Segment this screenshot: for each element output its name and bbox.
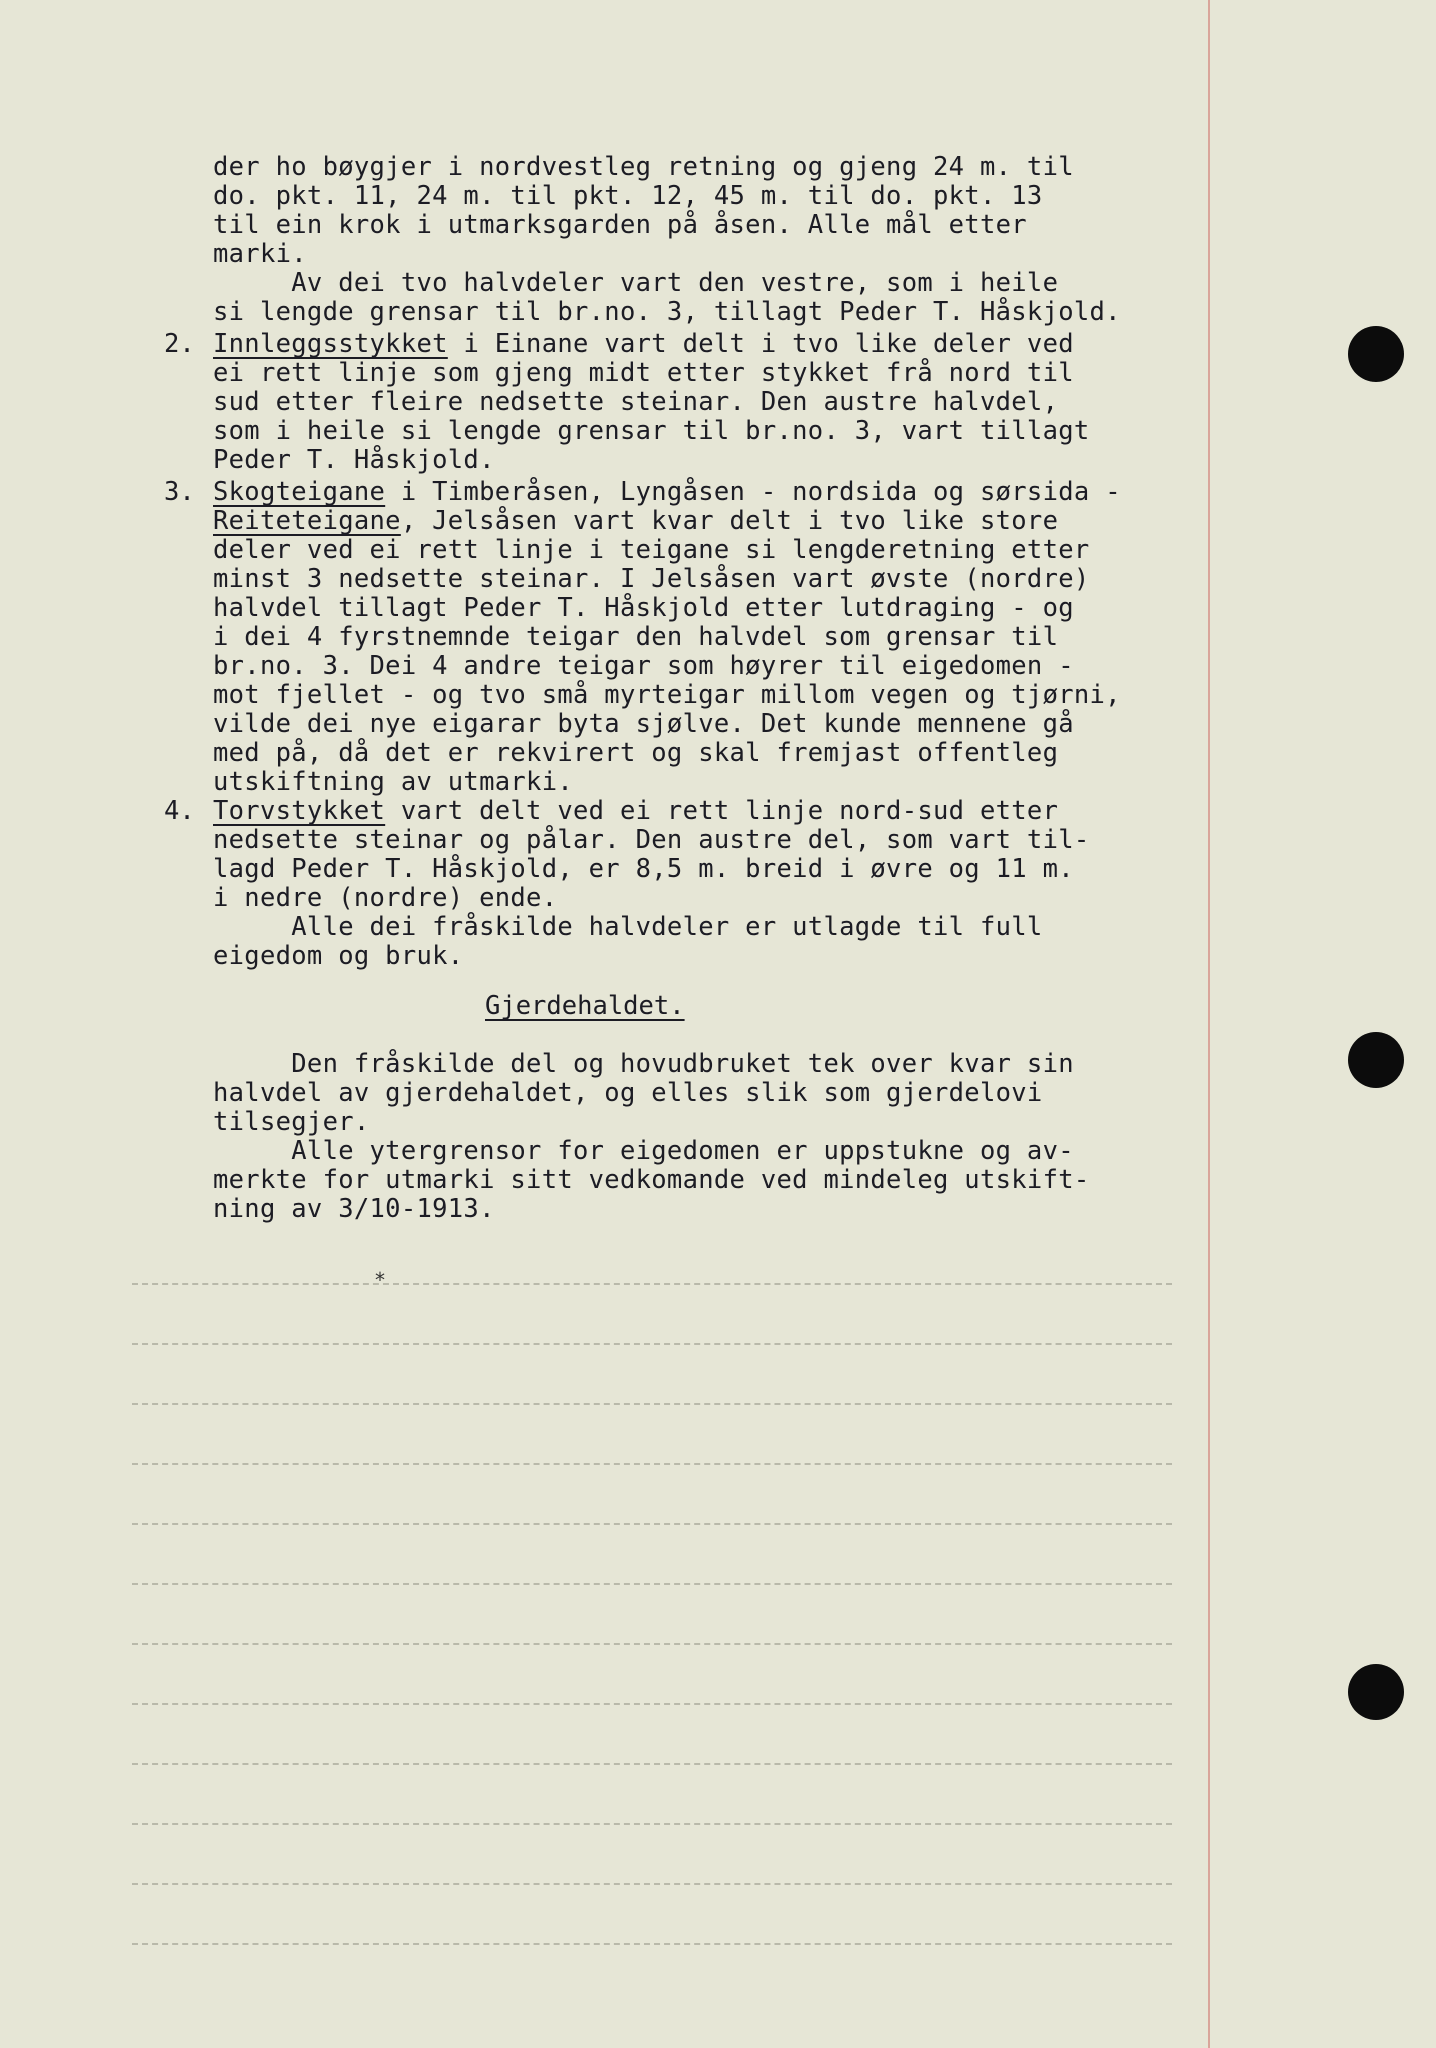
section-heading: Gjerdehaldet. [485, 991, 685, 1021]
item-lead-term: Reiteteigane [213, 506, 401, 536]
text-line: minst 3 nedsette steinar. I Jelsåsen vart øvste (nordre) [213, 564, 1090, 594]
text-fragment: i Timberåsen, Lyngåsen - nordsida og sørsida - [385, 477, 1121, 507]
text-line: deler ved ei rett linje i teigane si lengderetning etter [213, 535, 1090, 565]
text-line: Alle ytergrensor for eigedomen er uppstukne og av- [213, 1136, 1074, 1166]
item-number: 4. [164, 796, 195, 826]
text-line: med på, då det er rekvirert og skal fremjast offentleg [213, 738, 1059, 768]
text-line [213, 796, 1058, 826]
text-line: til ein krok i utmarksgarden på åsen. Alle mål etter [213, 210, 1027, 240]
text-line [213, 329, 1074, 359]
ruled-line [132, 1523, 1172, 1525]
ruled-line [132, 1703, 1172, 1705]
text-line: halvdel tillagt Peder T. Håskjold etter lutdraging - og [213, 593, 1074, 623]
text-line: som i heile si lengde grensar til br.no. 3, vart tillagt [213, 416, 1090, 446]
text-fragment: i Einane vart delt i tvo like deler ved [447, 329, 1074, 359]
text-line: merkte for utmarki sitt vedkomande ved mindeleg utskift- [213, 1165, 1090, 1195]
red-margin-line [1208, 0, 1210, 2048]
ruled-line [132, 1403, 1172, 1405]
item-lead-term: Skogteigane [213, 477, 386, 507]
text-line: i nedre (nordre) ende. [213, 883, 558, 913]
text-line: utskiftning av utmarki. [213, 767, 574, 797]
ruled-line [132, 1763, 1172, 1765]
text-line: tilsegjer. [213, 1107, 370, 1137]
text-line: ei rett linje som gjeng midt etter stykket frå nord til [213, 358, 1074, 388]
text-line: mot fjellet - og tvo små myrteigar millom vegen og tjørni, [213, 680, 1121, 710]
text-line: ning av 3/10-1913. [213, 1194, 495, 1224]
text-line: marki. [213, 239, 307, 269]
end-mark: * [375, 1268, 385, 1292]
ruled-line [132, 1883, 1172, 1885]
item-lead-term: Torvstykket [213, 796, 386, 826]
ruled-line [132, 1283, 1172, 1285]
text-line: Peder T. Håskjold. [213, 445, 495, 475]
item-lead-term: Innleggsstykket [213, 329, 448, 359]
item-number: 3. [164, 477, 195, 507]
text-fragment: vart delt ved ei rett linje nord-sud etter [385, 796, 1059, 826]
text-line: do. pkt. 11, 24 m. til pkt. 12, 45 m. til do. pkt. 13 [213, 181, 1043, 211]
text-line: eigedom og bruk. [213, 941, 464, 971]
text-line: si lengde grensar til br.no. 3, tillagt Peder T. Håskjold. [213, 297, 1121, 327]
punch-hole-top [1348, 326, 1404, 382]
text-line: vilde dei nye eigarar byta sjølve. Det kunde mennene gå [213, 709, 1074, 739]
item-number: 2. [164, 329, 195, 359]
text-fragment: , Jelsåsen vart kvar delt i tvo like store [400, 506, 1059, 536]
text-line: lagd Peder T. Håskjold, er 8,5 m. breid i øvre og 11 m. [213, 854, 1074, 884]
ruled-line [132, 1463, 1172, 1465]
text-line: nedsette steinar og pålar. Den austre del, som vart til- [213, 825, 1090, 855]
punch-hole-middle [1348, 1032, 1404, 1088]
text-line: Av dei tvo halvdeler vart den vestre, som i heile [213, 268, 1059, 298]
punch-hole-bottom [1348, 1664, 1404, 1720]
ruled-line [132, 1823, 1172, 1825]
text-line [213, 506, 1058, 536]
ruled-line [132, 1943, 1172, 1945]
text-line: i dei 4 fyrstnemnde teigar den halvdel som grensar til [213, 622, 1059, 652]
text-line: Alle dei fråskilde halvdeler er utlagde til full [213, 912, 1043, 942]
text-line: der ho bøygjer i nordvestleg retning og gjeng 24 m. til [213, 152, 1074, 182]
ruled-line [132, 1643, 1172, 1645]
ruled-line [132, 1583, 1172, 1585]
text-line: br.no. 3. Dei 4 andre teigar som høyrer til eigedomen - [213, 651, 1074, 681]
text-line: Den fråskilde del og hovudbruket tek over kvar sin [213, 1049, 1074, 1079]
text-line: halvdel av gjerdehaldet, og elles slik som gjerdelovi [213, 1078, 1043, 1108]
text-line: sud etter fleire nedsette steinar. Den austre halvdel, [213, 387, 1059, 417]
ruled-line [132, 1343, 1172, 1345]
text-line [213, 477, 1121, 507]
